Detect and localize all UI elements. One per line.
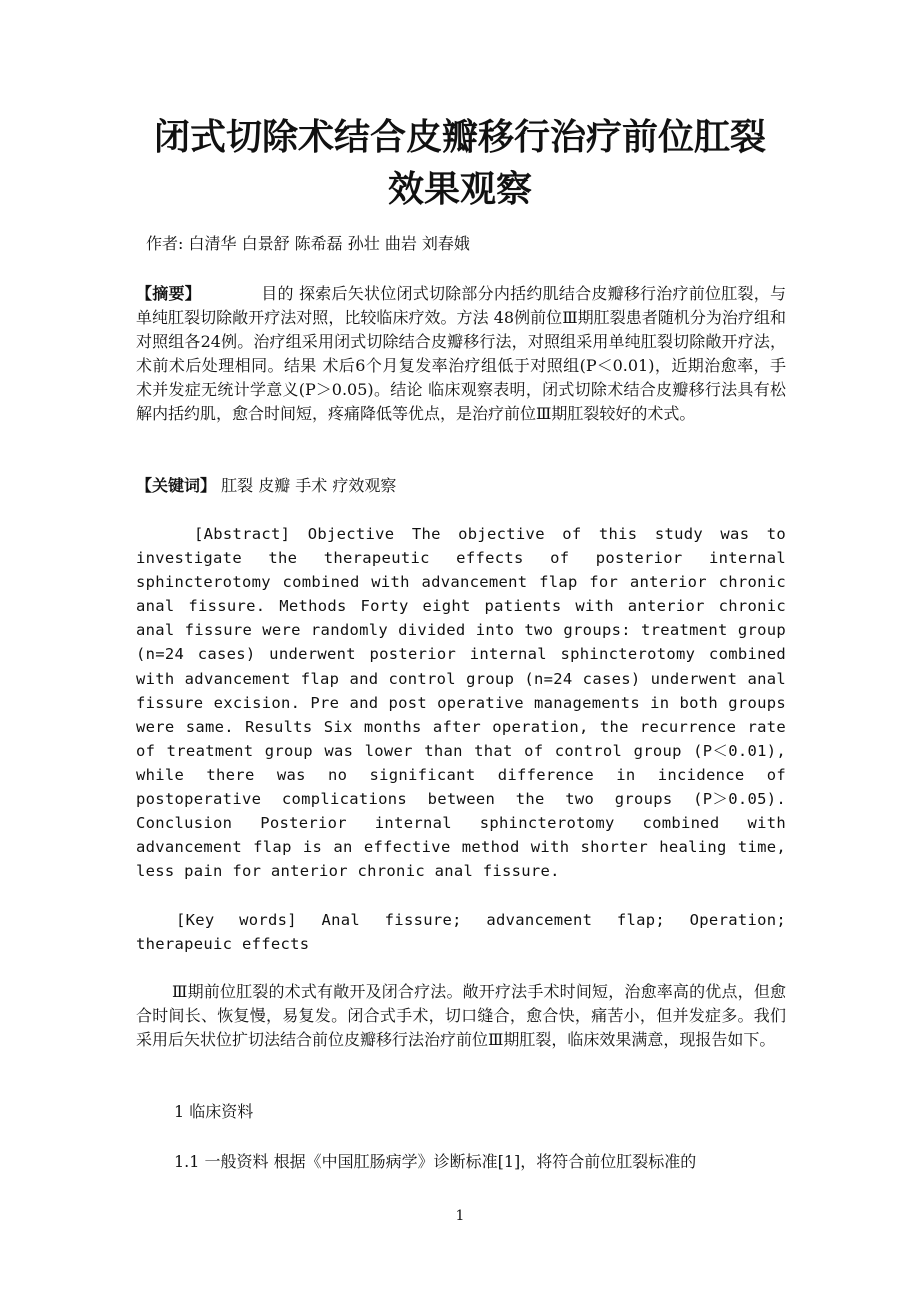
title-line-2: 效果观察: [387, 169, 532, 210]
abstract-chinese: [136, 282, 786, 426]
section-1-1-paragraph: 1.1 一般资料 根据《中国肛肠病学》诊断标准[1]，将符合前位肛裂标准的: [174, 1152, 697, 1171]
keywords-chinese: [136, 474, 786, 498]
keywords-label: 【关键词】: [136, 476, 217, 495]
keywords-english: [Key words] Anal fissure; advancement flap; Operation; therapeuic effects: [136, 911, 786, 954]
title-line-1: 闭式切除术结合皮瓣移行治疗前位肛裂: [153, 117, 766, 158]
paper-title: [100, 112, 820, 216]
section-heading-clinical-data: 1 临床资料: [174, 1102, 254, 1121]
author-list: 作者: 白清华 白景舒 陈希磊 孙壮 曲岩 刘春娥: [146, 234, 470, 253]
abstract-chinese-text: 目的 探索后矢状位闭式切除部分内括约肌结合皮瓣移行治疗前位肛裂，与单纯肛裂切除敞开疗法对照，比较临床疗效。方法 48例前位Ⅲ期肛裂患者随机分为治疗组和对照组各24例。治疗组采用闭式切除结合皮瓣移行法，对照组采用单纯肛裂切除敞开疗法，术前术后处理相同。结果 术后6个月复发率治疗组低于对照组(P＜0.01)，近期治愈率，手术并发症无统计学意义(P＞0.05)。结论 临床观察表明，闭式切除术结合皮瓣移行法具有松解内括约肌，愈合时间短，疼痛降低等优点，是治疗前位Ⅲ期肛裂较好的术式。: [136, 284, 786, 423]
keywords-chinese-text: 肛裂 皮瓣 手术 疗效观察: [221, 476, 397, 495]
abstract-label: 【摘要】: [136, 284, 201, 303]
page-number: 1: [455, 1208, 465, 1224]
intro-paragraph: Ⅲ期前位肛裂的术式有敞开及闭合疗法。敞开疗法手术时间短，治愈率高的优点，但愈合时间长、恢复慢，易复发。闭合式手术，切口缝合，愈合快，痛苦小，但并发症多。我们采用后矢状位扩切法结合前位皮瓣移行法治疗前位Ⅲ期肛裂，临床效果满意，现报告如下。: [136, 982, 786, 1049]
abstract-english: [Abstract] Objective The objective of this study was to investigate the therapeutic effects of posterior internal sphincterotomy combined with advancement flap for anterior chronic anal fissure. Methods Forty eight patients with anterior chronic anal fissure were randomly divided into two groups: treatment group (n=24 cases) underwent posterior internal sphincterotomy combined with advancement flap and control group (n=24 cases) underwent anal fissure excision. Pre and post operative managements in both groups were same. Results Six months after operation, the recurrence rate of treatment group was lower than that of control group (P＜0.01), while there was no significant difference in incidence of postoperative complications between the two groups (P＞0.05). Conclusion Posterior internal sphincterotomy combined with advancement flap is an effective method with shorter healing time, less pain for anterior chronic anal fissure.: [136, 525, 786, 881]
